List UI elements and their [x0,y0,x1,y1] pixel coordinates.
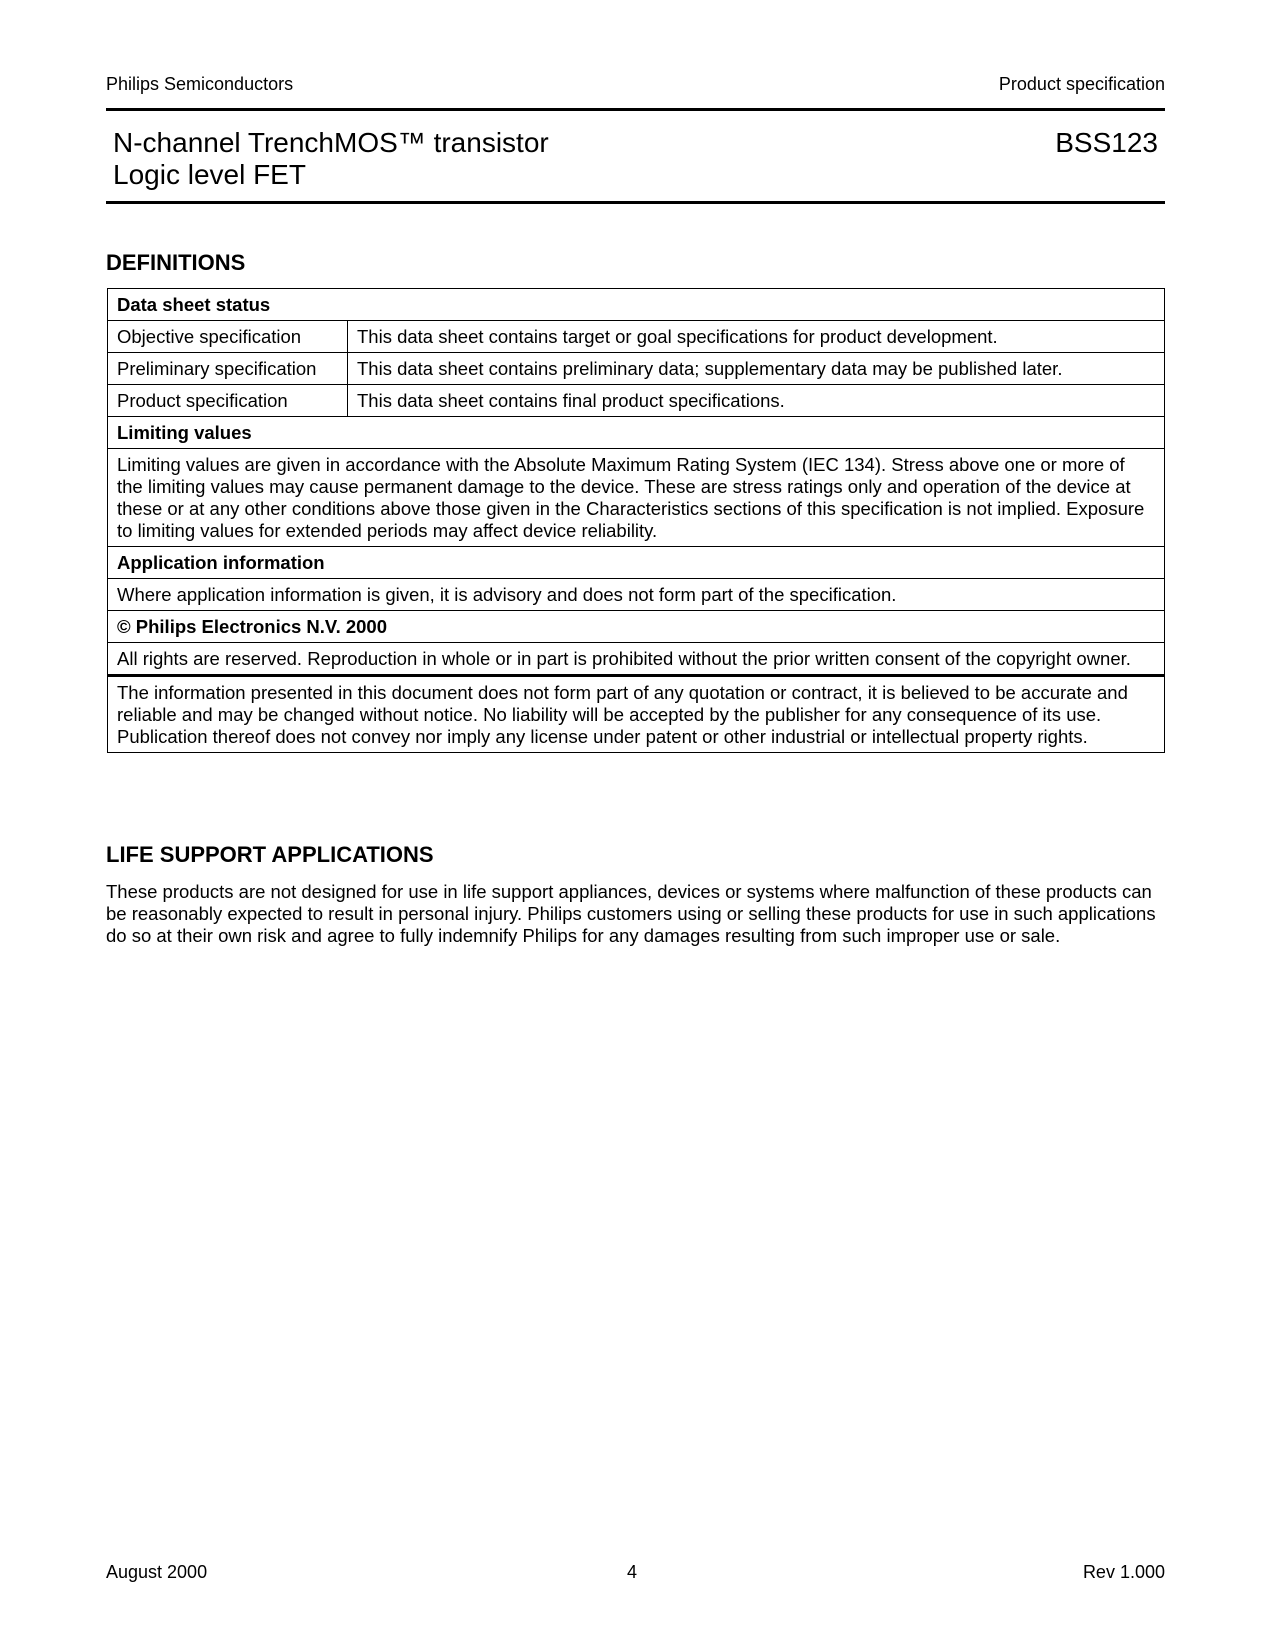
table-row [108,289,1165,321]
status-label: Objective specification [108,321,348,353]
data-sheet-status-heading: Data sheet status [108,289,1165,321]
status-description: This data sheet contains target or goal specifications for product development. [348,321,1165,353]
limiting-values-text: Limiting values are given in accordance with the Absolute Maximum Rating System (IEC 134). Stress above one or more of the limiting values may cause permanent damage to the device. These are stress ratings only and operation of the device at these or at any other conditions above those given in the Characteristics sections of this specification is not implied. Exposure to limiting values for extended periods may affect device reliability. [108,449,1165,547]
table-row [108,547,1165,579]
footer-page-number: 4 [627,1562,638,1582]
status-label: Preliminary specification [108,353,348,385]
title-line-2: Logic level FET [113,159,306,190]
status-description: This data sheet contains final product specifications. [348,385,1165,417]
header-rule [106,108,1165,111]
table-row [108,449,1165,547]
table-row [108,611,1165,643]
table-row [108,321,1165,353]
status-description: This data sheet contains preliminary data; supplementary data may be published later. [348,353,1165,385]
application-information-heading: Application information [108,547,1165,579]
table-row [108,385,1165,417]
life-support-text: These products are not designed for use in life support appliances, devices or systems where malfunction of these products can be reasonably expected to result in personal injury. Philips customers using or selling these products for use in such applications do so at their own risk and agree to fully indemnify Philips for any damages resulting from such improper use or sale. [106,881,1156,946]
table-row [108,417,1165,449]
footer-date: August 2000 [106,1562,208,1582]
table-row [108,643,1165,676]
footer-revision: Rev 1.000 [1082,1562,1165,1582]
title-line-1: N-channel TrenchMOS™ transistor [113,127,549,158]
header-doc-type: Product specification [998,74,1165,94]
table-row [108,353,1165,385]
part-number: BSS123 [1055,127,1158,158]
disclaimer-text: The information presented in this document does not form part of any quotation or contract, it is believed to be accurate and reliable and may be changed without notice. No liability will be accepted by the publisher for any consequence of its use. Publication thereof does not convey nor imply any license under patent or other industrial or intellectual property rights. [108,676,1165,753]
life-support-heading: LIFE SUPPORT APPLICATIONS [106,842,434,867]
definitions-table [107,288,1165,753]
application-information-text: Where application information is given, it is advisory and does not form part of the specification. [108,579,1165,611]
table-row [108,579,1165,611]
page-title [113,127,549,191]
limiting-values-heading: Limiting values [108,417,1165,449]
title-rule [106,201,1165,204]
copyright-heading: © Philips Electronics N.V. 2000 [108,611,1165,643]
status-label: Product specification [108,385,348,417]
header-company: Philips Semiconductors [106,74,294,94]
table-row [108,676,1165,753]
copyright-text: All rights are reserved. Reproduction in whole or in part is prohibited without the prior written consent of the copyright owner. [108,643,1165,676]
definitions-heading: DEFINITIONS [106,250,246,275]
